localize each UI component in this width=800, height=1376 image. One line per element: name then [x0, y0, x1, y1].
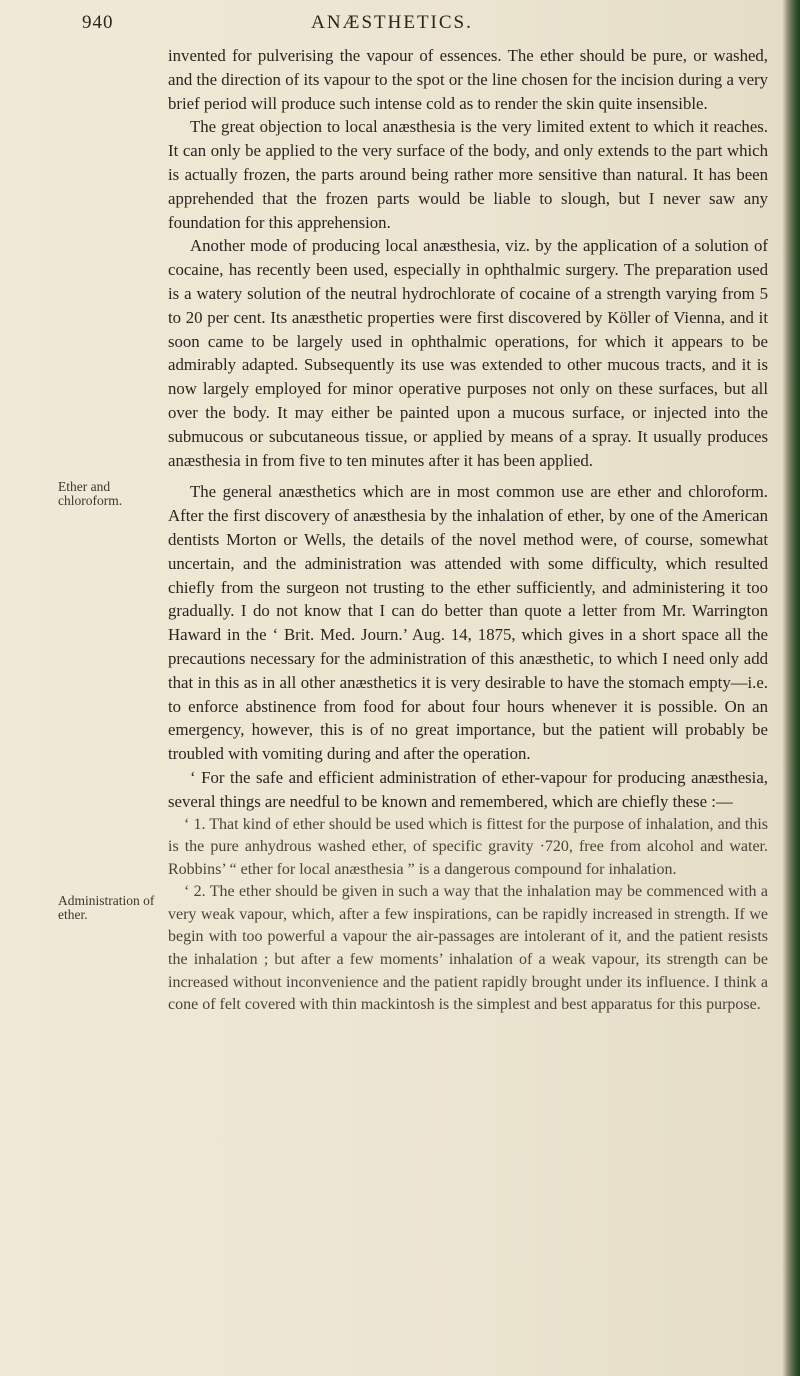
paragraph-6: ‘ 1. That kind of ether should be used which is fittest for the purpose of inhalation, and this is the pure anhydrous washed ether, of specific gravity ·720, free from alcohol and water. Robbins’ “ ether for local anæsthesia ” is a dangerous compound for inhalation. [168, 815, 768, 878]
paragraph-gap [168, 472, 768, 480]
book-binding-edge [782, 0, 800, 1376]
paragraph-2: The great objection to local anæsthesia is the very limited extent to which it reaches. It can only be applied to the very surface of the body, and only extends to the part which is actually frozen, the parts around being rather more sensitive than natural. It has been apprehended that the frozen parts would be liable to slough, but I never saw any foundation for this apprehension. [168, 117, 768, 232]
paragraph-3: Another mode of producing local anæsthesia, viz. by the application of a solution of cocaine, has recently been used, especially in ophthalmic surgery. The preparation used is a watery solution of the neutral hydrochlorate of cocaine of a strength varying from 5 to 20 per cent. Its anæsthetic properties were first discovered by Köller of Vienna, and it soon came to be largely used in ophthalmic operations, for which it appears to be admirably adapted. Subsequently its use was extended to other mucous tracts, and it is now largely employed for minor operative purposes not only on these surfaces, but all over the body. It may either be painted upon a mucous surface, or injected into the submucous or subcutaneous tissue, or applied by means of a spray. It usually produces anæsthesia in from five to ten minutes after it has been applied. [168, 236, 768, 470]
page-number: 940 [82, 12, 114, 33]
page-header [0, 10, 800, 40]
side-note-administration-ether: Administration of ether. [58, 893, 155, 922]
running-head: ANÆSTHETICS. [311, 12, 473, 33]
paragraph-7: ‘ 2. The ether should be given in such a way that the inhalation may be commenced with a very weak vapour, which, after a few inspirations, can be rapidly increased in strength. If we begin with too powerful a vapour the air-passages are intolerant of it, and the patient resists the inhalation ; but after a few moments’ inhalation of a weak vapour, its strength can be increased without inconvenience and the patient rapidly brought under its influence. I think a cone of felt covered with thin mackintosh is the simplest and best apparatus for this purpose. [168, 883, 768, 1014]
side-note-ether-chloroform: Ether and chloroform. [58, 479, 123, 508]
body-text [168, 44, 768, 1017]
paragraph-5: ‘ For the safe and efficient administration of ether-vapour for producing anæsthesia, several things are needful to be known and remembered, which are chiefly these :— [168, 767, 768, 811]
paragraph-4: The general anæsthetics which are in most common use are ether and chloroform. After the first discovery of anæsthesia by the inhalation of ether, by one of the American dentists Morton or Wells, the details of the novel method were, of course, somewhat uncertain, and the administration was attended with some difficulty, which resulted chiefly from the surgeon not trusting to the ether sufficiently, and administering it too gradually. I do not know that I can do better than quote a letter from Mr. Warrington Haward in the ‘ Brit. Med. Journ.’ Aug. 14, 1875, which gives in a short space all the precautions necessary for the administration of this anæsthetic, to which I need only add that in this as in all other anæsthetics it is very desirable to have the stomach empty—i.e. to enforce abstinence from food for about four hours whenever it is possible. On an emergency, however, this is of no great importance, but the patient will probably be troubled with vomiting during and after the operation. [168, 482, 768, 764]
paragraph-1: invented for pulverising the vapour of essences. The ether should be pure, or washed, and the direction of its vapour to the spot or the line chosen for the incision during a very brief period will produce such intense cold as to render the skin quite insensible. [168, 46, 768, 113]
